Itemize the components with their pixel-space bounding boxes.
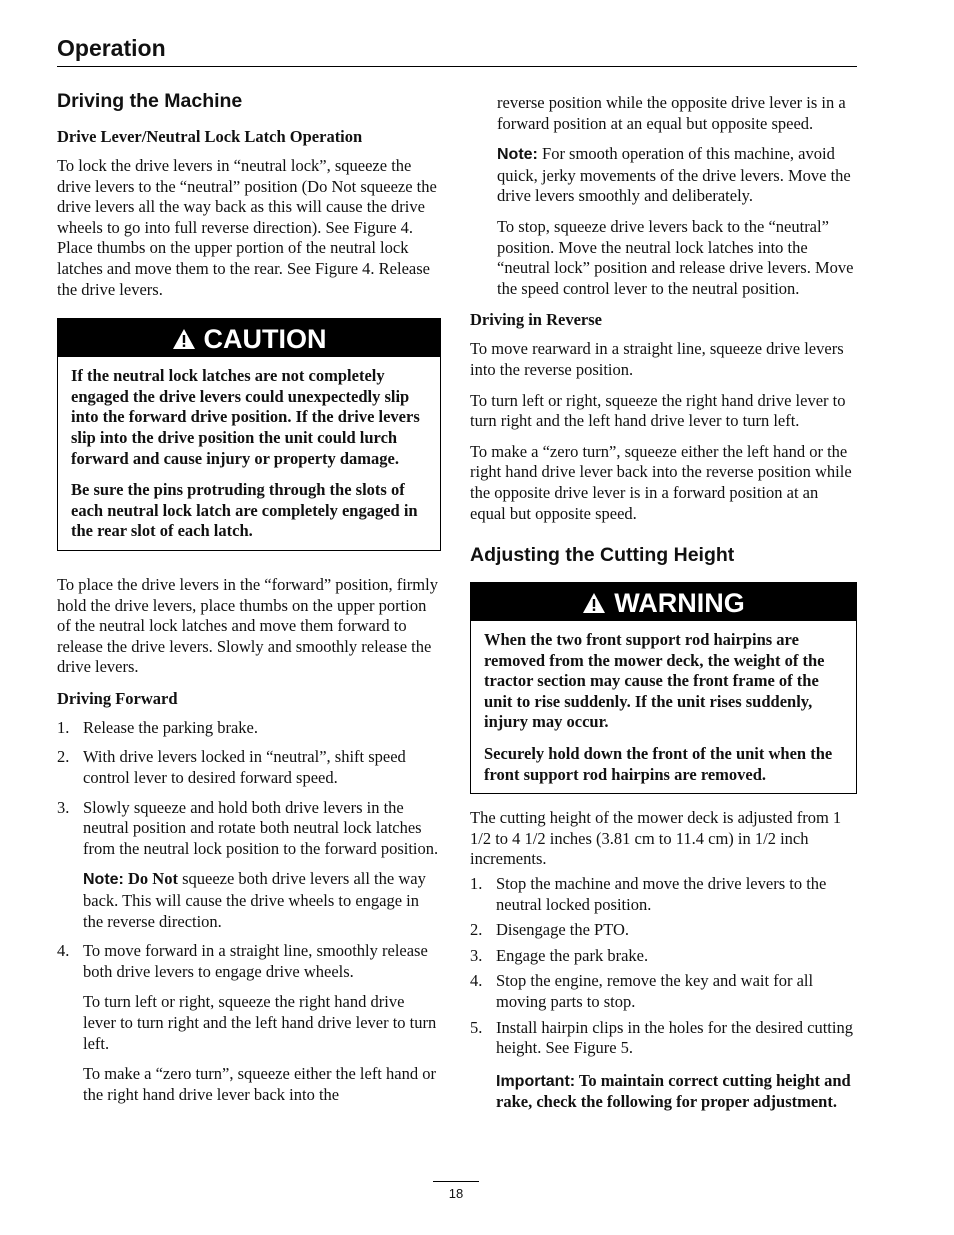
list-item: 1. Release the parking brake. — [57, 717, 259, 737]
section-title: Operation — [57, 35, 166, 61]
left-column — [57, 86, 441, 1114]
paragraph-forward-position: To place the drive levers in the “forward” position, firmly hold the drive levers, place thumbs on the upper portion of the neutral lock latches and move them forward to release the drive levers. Slowly and smoothly release the drive levers. — [57, 574, 438, 677]
list-item: 3. Engage the park brake. — [470, 945, 649, 965]
list-item: 5. Install hairpin clips in the holes for the desired cutting height. See Figure 5. Important: To maintain correct cutting height and rake, check the following for proper adjustment. — [470, 1018, 857, 1113]
caution-text-1: If the neutral lock latches are not completely engaged the drive levers could unexpectedly slip into the forward drive position. If the drive levers slip into the drive position the unit could lurch forward and cause injury or property damage. — [71, 366, 420, 468]
list-item: 1. Stop the machine and move the drive levers to the neutral locked position. — [470, 874, 827, 914]
paragraph-stop: To stop, squeeze drive levers back to the “neutral” position. Move the neutral lock latches into the “neutral lock” position and release drive levers. Move the speed control lever to the neutral position. — [497, 216, 854, 298]
heading-driving-the-machine: Driving the Machine — [57, 90, 243, 112]
subheading-drive-lever: Drive Lever/Neutral Lock Latch Operation — [57, 127, 363, 146]
zero-turn-continuation: reverse position while the opposite drive lever is in a forward position at an equal but opposite speed. — [497, 93, 846, 133]
warning-triangle-icon — [172, 321, 196, 361]
note-smooth-operation: Note: For smooth operation of this machine, avoid quick, jerky movements of the drive levers. Move the drive levers smoothly and deliberately. — [497, 144, 851, 206]
warning-header — [471, 583, 856, 621]
caution-text-2: Be sure the pins protruding through the slots of each neutral lock latch are completely engaged in the rear slot of each latch. — [71, 480, 418, 541]
list-item: 3. Slowly squeeze and hold both drive levers in the neutral position and rotate both neutral lock latches from the neutral lock position to the forward position. Note: Do Not squeeze both drive levers all the way back. This will cause the drive wheels to engage in the reverse direction. — [57, 798, 441, 933]
caution-box — [57, 318, 441, 551]
paragraph-reverse-1: To move rearward in a straight line, squeeze drive levers into the reverse position. — [470, 339, 844, 379]
important-note: Important: To maintain correct cutting height and rake, check the following for proper adjustment. — [496, 1070, 851, 1112]
turn-instructions: To turn left or right, squeeze the right hand drive lever to turn right and the left hand drive lever to turn left. — [83, 992, 437, 1053]
driving-forward-steps — [57, 718, 441, 1106]
subheading-driving-reverse: Driving in Reverse — [470, 310, 602, 330]
list-item: 2. Disengage the PTO. — [470, 920, 630, 940]
paragraph-reverse-3: To make a “zero turn”, squeeze either the left hand or the right hand drive lever back into the reverse position while the opposite drive lever is in a forward position at an equal but opposite speed. — [470, 441, 852, 523]
warning-triangle-icon — [582, 585, 606, 625]
cutting-height-steps — [470, 874, 857, 1113]
list-item: 4. Stop the engine, remove the key and wait for all moving parts to stop. — [470, 971, 814, 1011]
list-item: 4. To move forward in a straight line, smoothly release both drive levers to engage drive wheels. To turn left or right, squeeze the right hand drive lever to turn right and the left hand drive lever to turn left. To make a “zero turn”, squeeze either the left hand or the right hand drive lever back into the — [57, 941, 441, 1105]
warning-box — [470, 582, 857, 794]
caution-header — [58, 319, 440, 357]
list-item: 2. With drive levers locked in “neutral”, shift speed control lever to desired forward speed. — [57, 747, 406, 788]
warning-text-1: When the two front support rod hairpins are removed from the mower deck, the weight of the tractor section may cause the front frame of the unit to rise suddenly. If the unit rises suddenly, injury may occur. — [484, 630, 825, 732]
zero-turn-instructions: To make a “zero turn”, squeeze either the left hand or the right hand drive lever back into the — [83, 1064, 436, 1104]
caution-title: CAUTION — [203, 324, 327, 355]
heading-cutting-height: Adjusting the Cutting Height — [470, 544, 735, 567]
page-number: 18 — [433, 1181, 479, 1201]
subheading-driving-forward: Driving Forward — [57, 688, 178, 708]
paragraph-cutting-intro: The cutting height of the mower deck is adjusted from 1 1/2 to 4 1/2 inches (3.81 cm to 11.4 cm) in 1/2 inch increments. — [470, 808, 842, 869]
right-column — [470, 93, 857, 1118]
warning-text-2: Securely hold down the front of the unit when the front support rod hairpins are removed. — [484, 744, 833, 784]
note-do-not: Note: Do Not squeeze both drive levers all the way back. This will cause the drive wheels to engage in the reverse direction. — [83, 869, 426, 931]
paragraph-reverse-2: To turn left or right, squeeze the right hand drive lever to turn right and the left hand drive lever to turn left. — [470, 390, 846, 431]
paragraph-neutral-lock: To lock the drive levers in “neutral lock”, squeeze the drive levers to the “neutral” position (Do Not squeeze the drive levers all the way back as this will cause the drive wheels to go into full reverse direction). See Figure 4. Place thumbs on the upper portion of the neutral lock latches and move them to the rear. See Figure 4. Release the drive levers. — [57, 156, 437, 299]
page-header — [57, 34, 857, 67]
warning-title: WARNING — [614, 588, 745, 619]
